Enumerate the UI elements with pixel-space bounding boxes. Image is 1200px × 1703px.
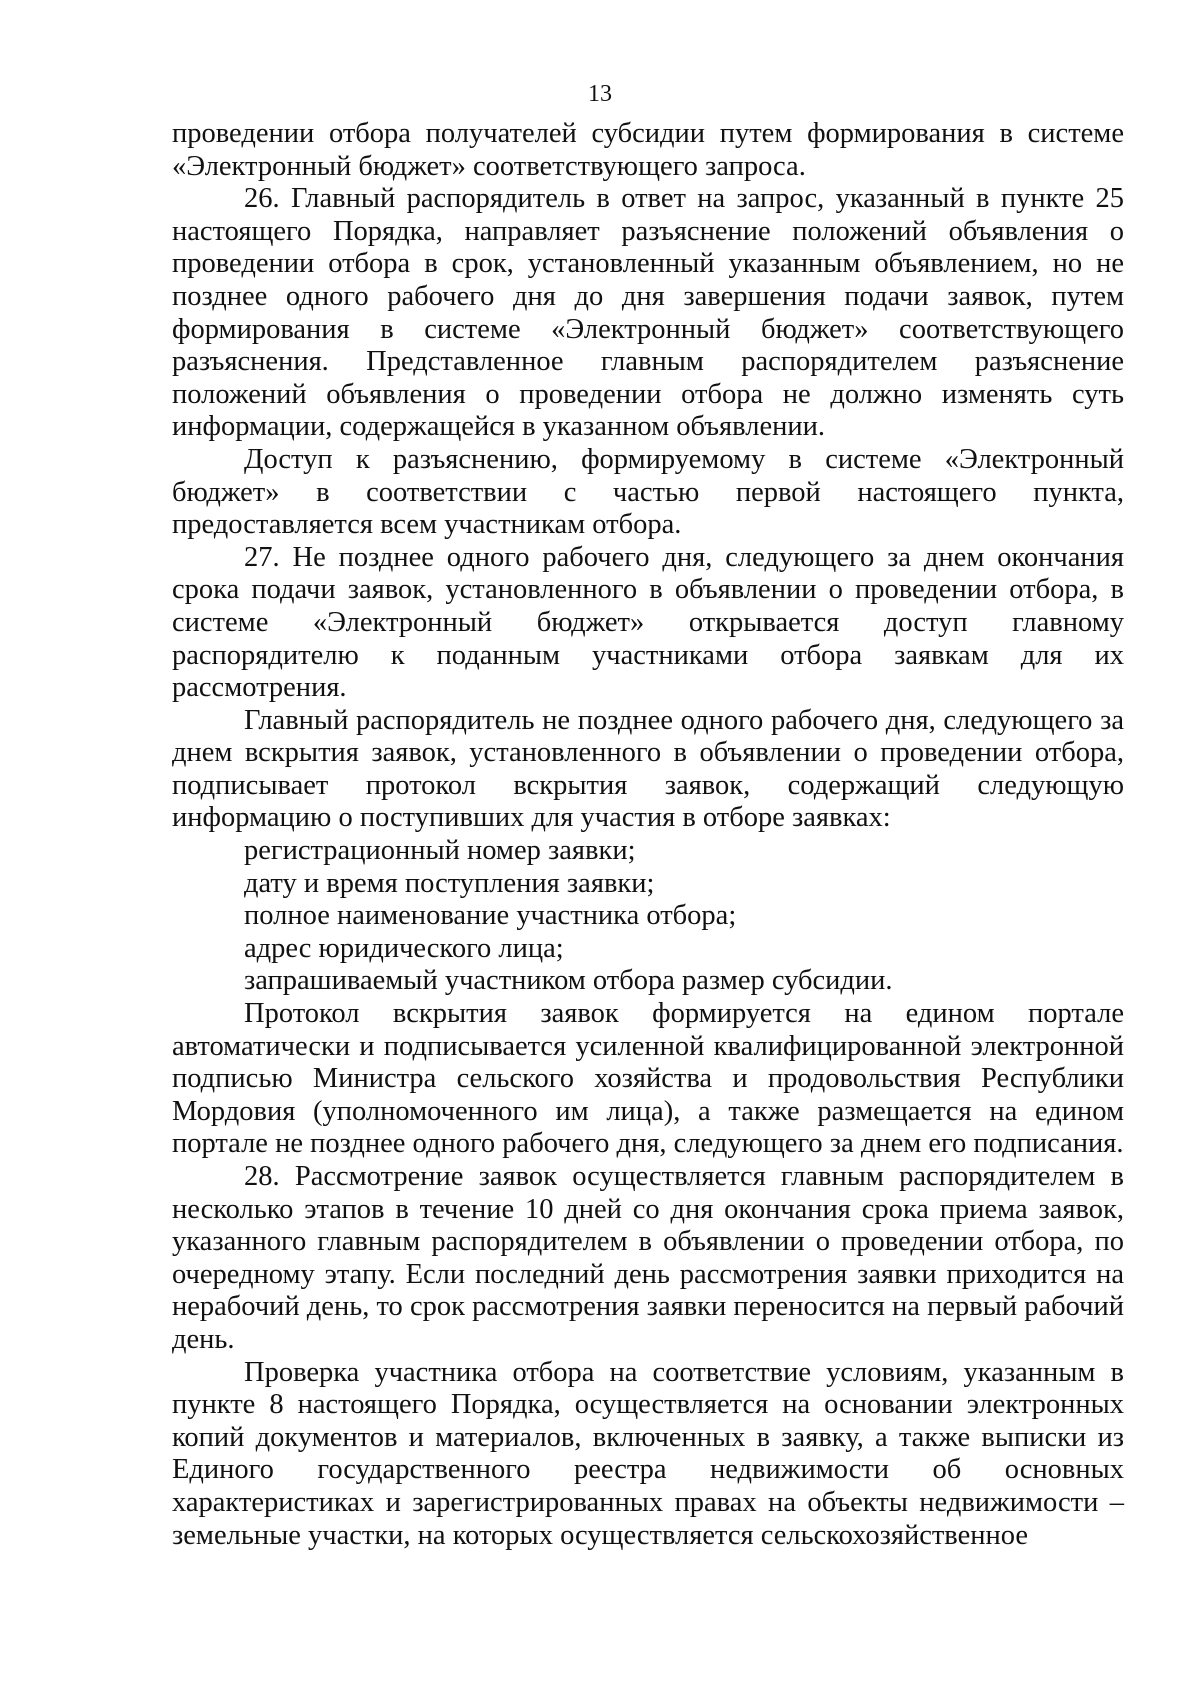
paragraph: Проверка участника отбора на соответствие условиям, указанным в пункте 8 настоящего Порядка, осуществляется на основании электронных копий документов и материалов, включенных в заявку, а также выписки из Единого государственного реестра недвижимости об основных характеристиках и зарегистрированных правах на объекты недвижимости – земельные участки, на которых осуществляется сельскохозяйственное: [172, 1356, 1124, 1551]
paragraph: Главный распорядитель не позднее одного рабочего дня, следующего за днем вскрытия заявок, установленного в объявлении о проведении отбора, подписывает протокол вскрытия заявок, содержащий следующую информацию о поступивших для участия в отборе заявках:: [172, 704, 1124, 834]
paragraph: 28. Рассмотрение заявок осуществляется главным распорядителем в несколько этапов в течение 10 дней со дня окончания срока приема заявок, указанного главным распорядителем в объявлении о проведении отбора, по очередному этапу. Если последний день рассмотрения заявки приходится на нерабочий день, то срок рассмотрения заявки переносится на первый рабочий день.: [172, 1161, 1124, 1355]
page-number: 13: [588, 81, 612, 107]
document-body: [172, 118, 1124, 1552]
list-item: дату и время поступления заявки;: [244, 867, 655, 899]
list-item: запрашиваемый участником отбора размер субсидии.: [244, 965, 893, 997]
paragraph: 26. Главный распорядитель в ответ на запрос, указанный в пункте 25 настоящего Порядка, направляет разъяснение положений объявления о проведении отбора в срок, установленный указанным объявлением, но не позднее одного рабочего дня до дня завершения подачи заявок, путем формирования в системе «Электронный бюджет» соответствующего разъяснения. Представленное главным распорядителем разъяснение положений объявления о проведении отбора не должно изменять суть информации, содержащейся в указанном объявлении.: [172, 183, 1124, 443]
list-item: регистрационный номер заявки;: [244, 835, 636, 867]
paragraph: 27. Не позднее одного рабочего дня, следующего за днем окончания срока подачи заявок, установленного в объявлении о проведении отбора, в системе «Электронный бюджет» открывается доступ главному распорядителю к поданным участниками отбора заявкам для их рассмотрения.: [172, 541, 1124, 704]
paragraph: проведении отбора получателей субсидии путем формирования в системе «Электронный бюджет» соответствующего запроса.: [172, 118, 1124, 182]
paragraph: Протокол вскрытия заявок формируется на едином портале автоматически и подписывается усиленной квалифицированной электронной подписью Министра сельского хозяйства и продовольствия Республики Мордовия (уполномоченного им лица), а также размещается на едином портале не позднее одного рабочего дня, следующего за днем его подписания.: [172, 998, 1124, 1160]
list-item: адрес юридического лица;: [244, 932, 564, 964]
list-item: полное наименование участника отбора;: [244, 900, 737, 932]
paragraph: Доступ к разъяснению, формируемому в системе «Электронный бюджет» в соответствии с частью первой настоящего пункта, предоставляется всем участникам отбора.: [172, 443, 1124, 541]
